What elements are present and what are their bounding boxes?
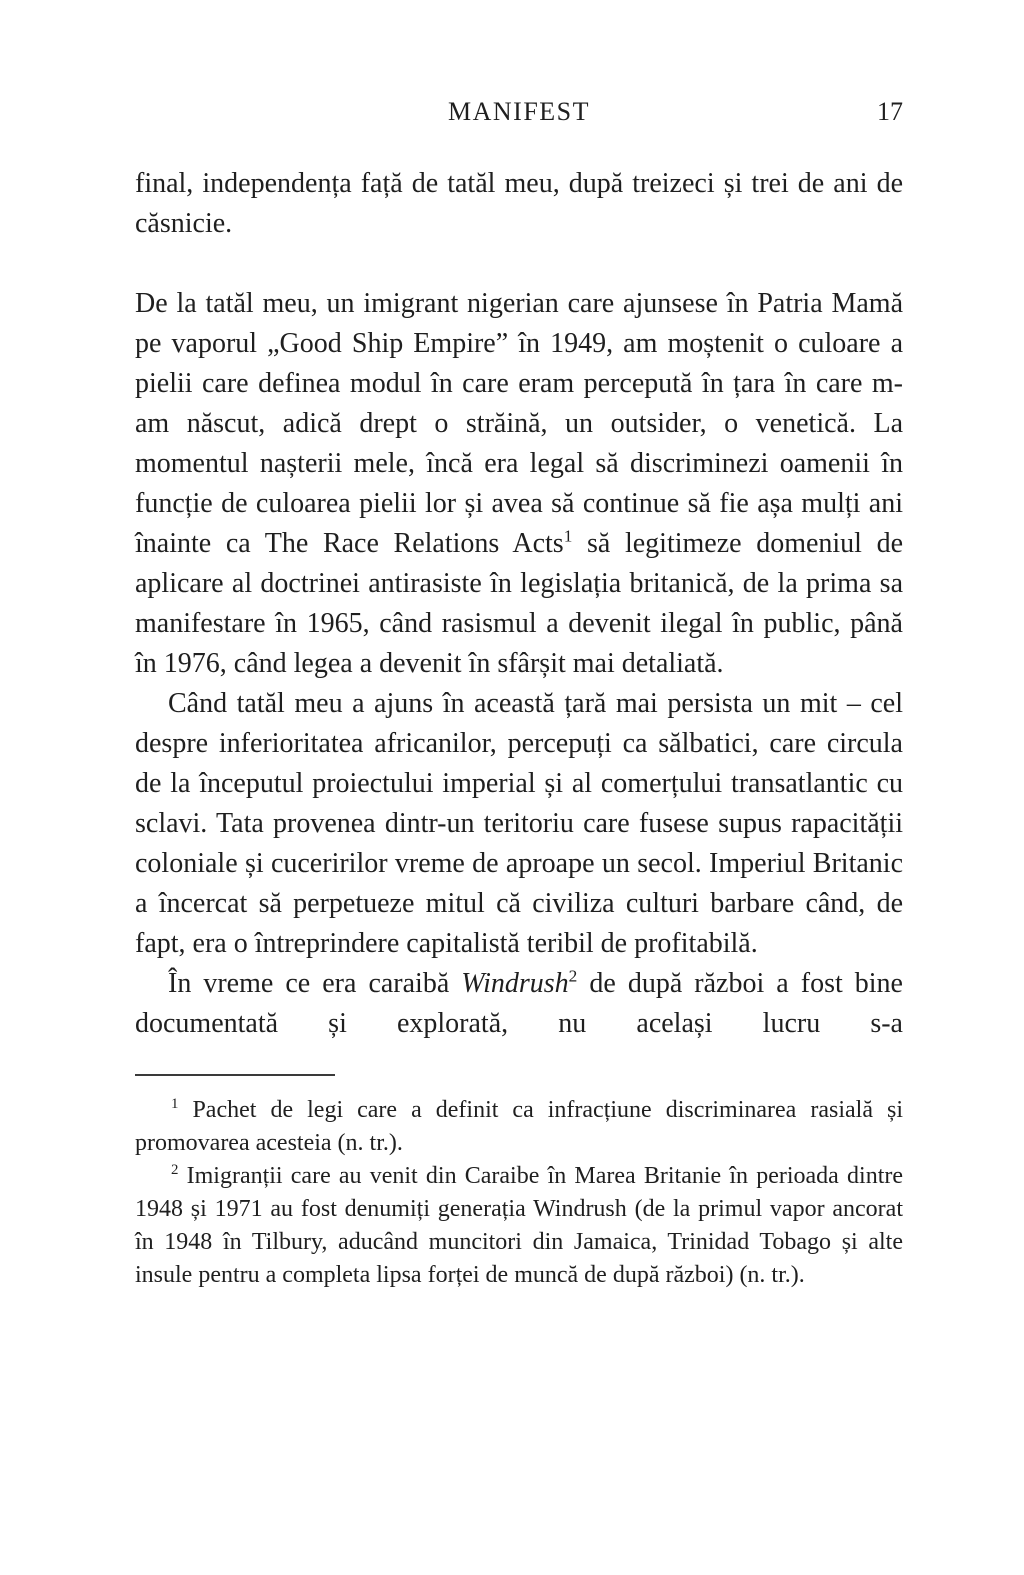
footnote-ref: 2 bbox=[568, 966, 578, 986]
footnote-separator bbox=[135, 1074, 335, 1076]
text-run: Pachet de legi care a definit ca infracțiune discriminarea rasială și promovarea acesteia (n. tr.). bbox=[135, 1097, 903, 1156]
text-run: Imigranții care au venit din Caraibe în Marea Britanie în perioada dintre 1948 și 1971 au fost denumiți generația Windrush (de la primul vapor ancorat în 1948 în Tilbury, aducând muncitori din Jamaica, Trinidad Tobago și alte insule pentru a completa lipsa forței de muncă de după război) (n. tr.). bbox=[135, 1163, 903, 1288]
italic-text: Windrush bbox=[461, 968, 569, 999]
footnote bbox=[135, 1160, 903, 1292]
page-number: 17 bbox=[877, 97, 903, 126]
body-text bbox=[135, 164, 903, 1044]
paragraph bbox=[135, 964, 903, 1044]
paragraph bbox=[135, 684, 903, 964]
text-run: să legitimeze domeniul de aplicare al doctrinei antirasiste în legislația britanică, de la prima sa manifestare în 1965, când rasismul a devenit ilegal în public, până în 1976, când legea a devenit în sfârșit mai detaliată. bbox=[135, 528, 904, 679]
running-title: MANIFEST bbox=[447, 97, 590, 126]
paragraph bbox=[135, 164, 903, 244]
footnote-ref: 1 bbox=[563, 526, 573, 546]
footnote-ref: 1 bbox=[171, 1096, 179, 1112]
footnotes bbox=[135, 1094, 903, 1292]
paragraph bbox=[135, 284, 903, 684]
running-header bbox=[135, 94, 903, 130]
text-run: de după război a fost bine documentată și explorată, nu același lucru s-a bbox=[135, 968, 903, 1039]
footnote bbox=[135, 1094, 903, 1160]
text-run: De la tatăl meu, un imigrant nigerian care ajunsese în Patria Mamă pe vaporul „Good Ship Empire” în 1949, am moștenit o culoare a pielii care definea modul în care eram percepută în țara în care m-am născut, adică drept o străină, un outsider, o venetică. La momentul nașterii mele, încă era legal să discriminezi oamenii în funcție de culoarea pielii lor și avea să continue să fie așa mulți ani înainte ca The Race Relations Acts bbox=[135, 288, 903, 559]
text-run: final, independența față de tatăl meu, după treizeci și trei de ani de căsnicie. bbox=[135, 168, 903, 239]
text-run: Când tatăl meu a ajuns în această țară mai persista un mit – cel despre inferioritatea africanilor, percepuți ca sălbatici, care circula de la începutul proiectului imperial și al comerțului transatlantic cu sclavi. Tata provenea dintr-un teritoriu care fusese supus rapacității coloniale și cuceririlor vreme de aproape un secol. Imperiul Britanic a încercat să perpetueze mitul că civiliza culturi barbare când, de fapt, era o întreprindere capitalistă teribil de profitabilă. bbox=[135, 688, 903, 959]
page-content bbox=[135, 94, 903, 1292]
footnote-ref: 2 bbox=[171, 1162, 179, 1178]
text-run: În vreme ce era caraibă bbox=[168, 968, 462, 999]
